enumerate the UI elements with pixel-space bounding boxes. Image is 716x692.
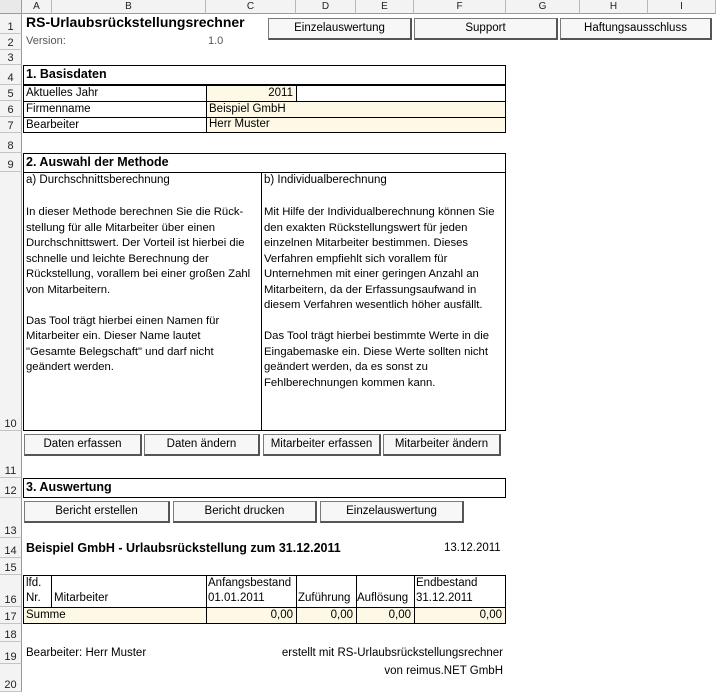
basisdaten-title: 1. Basisdaten [26, 67, 107, 81]
row-header-18[interactable]: 18 [0, 624, 22, 642]
summe-aufloesung: 0,00 [357, 608, 414, 623]
col-mitarbeiter: Mitarbeiter [54, 592, 109, 604]
row-header-10[interactable]: 10 [0, 172, 22, 431]
app-title: RS-Urlaubsrückstellungsrechner [26, 14, 245, 30]
bearbeiter-label: Bearbeiter [26, 119, 80, 131]
bearbeiter-input[interactable]: Herr Muster [207, 118, 505, 132]
bericht-erstellen-button[interactable]: Bericht erstellen [24, 501, 170, 523]
row-header-8[interactable]: 8 [0, 133, 22, 153]
methode-title: 2. Auswahl der Methode [26, 155, 169, 169]
einzelauswertung-top-button[interactable]: Einzelauswertung [268, 18, 412, 40]
row-header-7[interactable]: 7 [0, 117, 22, 133]
row-header-11[interactable]: 11 [0, 431, 22, 478]
row-header-9[interactable]: 9 [0, 153, 22, 172]
haftungsausschluss-button[interactable]: Haftungsausschluss [560, 18, 712, 40]
methode-b-text: Mit Hilfe der Individualberechnung können Sie den exakten Rückstellungswert für jeden einzelnen Mitarbeiter bestimmen. Dieses Verfahren empfiehlt sich vorallem für Unternehmen mit einer geringen Anzahl an Mitarbeitern, da der Erfassungsaufwand in diesem Verfahren wesentlich höher ausfällt. Das Tool trägt hierbei bestimmte Werte in die Eingabemaske ein. Diese Werte sollten nicht geändert werden, da es sonst zu Fehlberechnungen kommen kann. [264, 206, 495, 389]
column-header-f[interactable]: F [414, 0, 506, 14]
column-header-b[interactable]: B [52, 0, 206, 14]
aktuelles-jahr-label: Aktuelles Jahr [26, 87, 99, 99]
report-title: Beispiel GmbH - Urlaubsrückstellung zum 31.12.2011 [26, 541, 341, 555]
daten-aendern-button[interactable]: Daten ändern [144, 434, 260, 456]
column-header-a[interactable]: A [22, 0, 52, 14]
col-anfang-line1: Anfangsbestand [208, 577, 292, 589]
row-header-16[interactable]: 16 [0, 575, 22, 607]
report-date: 13.12.2011 [444, 542, 501, 554]
firmenname-input[interactable]: Beispiel GmbH [207, 102, 505, 117]
col-aufloesung: Auflösung [357, 592, 409, 604]
col-lfd-line1: lfd. [26, 577, 42, 589]
row-header-14[interactable]: 14 [0, 538, 22, 558]
methode-a-text: In dieser Methode berechnen Sie die Rück- stellung für alle Mitarbeiter über einen Durchschnittswert. Der Vorteil ist hierbei die schnelle und leichte Berechnung der Rückstellung, vorallem bei einer großen Zahl von Mitarbeitern. Das Tool trägt hierbei einen Namen für Mitarbeiter ein. Dieser Name lautet "Gesamte Belegschaft" und darf nicht geändert werden. [26, 206, 251, 373]
row-header-4[interactable]: 4 [0, 65, 22, 85]
support-button[interactable]: Support [414, 18, 558, 40]
row-header-13[interactable]: 13 [0, 498, 22, 538]
column-header-c[interactable]: C [206, 0, 296, 14]
mitarbeiter-aendern-button[interactable]: Mitarbeiter ändern [383, 434, 501, 456]
row-header-20[interactable]: 20 [0, 664, 22, 692]
einzelauswertung-button[interactable]: Einzelauswertung [320, 501, 464, 523]
summe-label: Summe [24, 608, 206, 623]
col-anfang-line2: 01.01.2011 [208, 592, 265, 604]
row-header-5[interactable]: 5 [0, 85, 22, 101]
column-header-h[interactable]: H [580, 0, 648, 14]
column-header-d[interactable]: D [296, 0, 356, 14]
summe-zufuehrung: 0,00 [297, 608, 356, 623]
methode-a-title: a) Durchschnittsberechnung [26, 174, 170, 186]
col-end-line1: Endbestand [416, 577, 478, 589]
row-header-15[interactable]: 15 [0, 558, 22, 575]
col-end-line2: 31.12.2011 [416, 592, 473, 604]
row-header-17[interactable]: 17 [0, 607, 22, 624]
row-header-3[interactable]: 3 [0, 50, 22, 65]
bericht-drucken-button[interactable]: Bericht drucken [173, 501, 317, 523]
daten-erfassen-button[interactable]: Daten erfassen [24, 434, 142, 456]
row-header-12[interactable]: 12 [0, 478, 22, 498]
methode-b-title: b) Individualberechnung [264, 174, 387, 186]
version-value: 1.0 [208, 35, 224, 47]
firmenname-label: Firmenname [26, 103, 91, 115]
version-label: Version: [26, 35, 66, 47]
summe-anfang: 0,00 [207, 608, 296, 623]
col-lfd-line2: Nr. [26, 592, 41, 604]
aktuelles-jahr-input[interactable]: 2011 [207, 86, 296, 101]
select-all-corner[interactable] [0, 0, 22, 14]
footer-erstellt-line1: erstellt mit RS-Urlaubsrückstellungsrechner [281, 647, 503, 659]
column-header-i[interactable]: I [648, 0, 716, 14]
summe-end: 0,00 [415, 608, 505, 623]
row-header-2[interactable]: 2 [0, 34, 22, 50]
row-header-1[interactable]: 1 [0, 14, 22, 34]
footer-erstellt-line2: von reimus.NET GmbH [384, 665, 503, 677]
column-header-e[interactable]: E [356, 0, 414, 14]
row-header-19[interactable]: 19 [0, 642, 22, 664]
auswertung-title: 3. Auswertung [26, 480, 112, 494]
col-zufuehrung: Zuführung [298, 592, 351, 604]
row-header-6[interactable]: 6 [0, 101, 22, 117]
column-header-g[interactable]: G [506, 0, 580, 14]
mitarbeiter-erfassen-button[interactable]: Mitarbeiter erfassen [263, 434, 381, 456]
footer-bearbeiter: Bearbeiter: Herr Muster [26, 647, 147, 659]
